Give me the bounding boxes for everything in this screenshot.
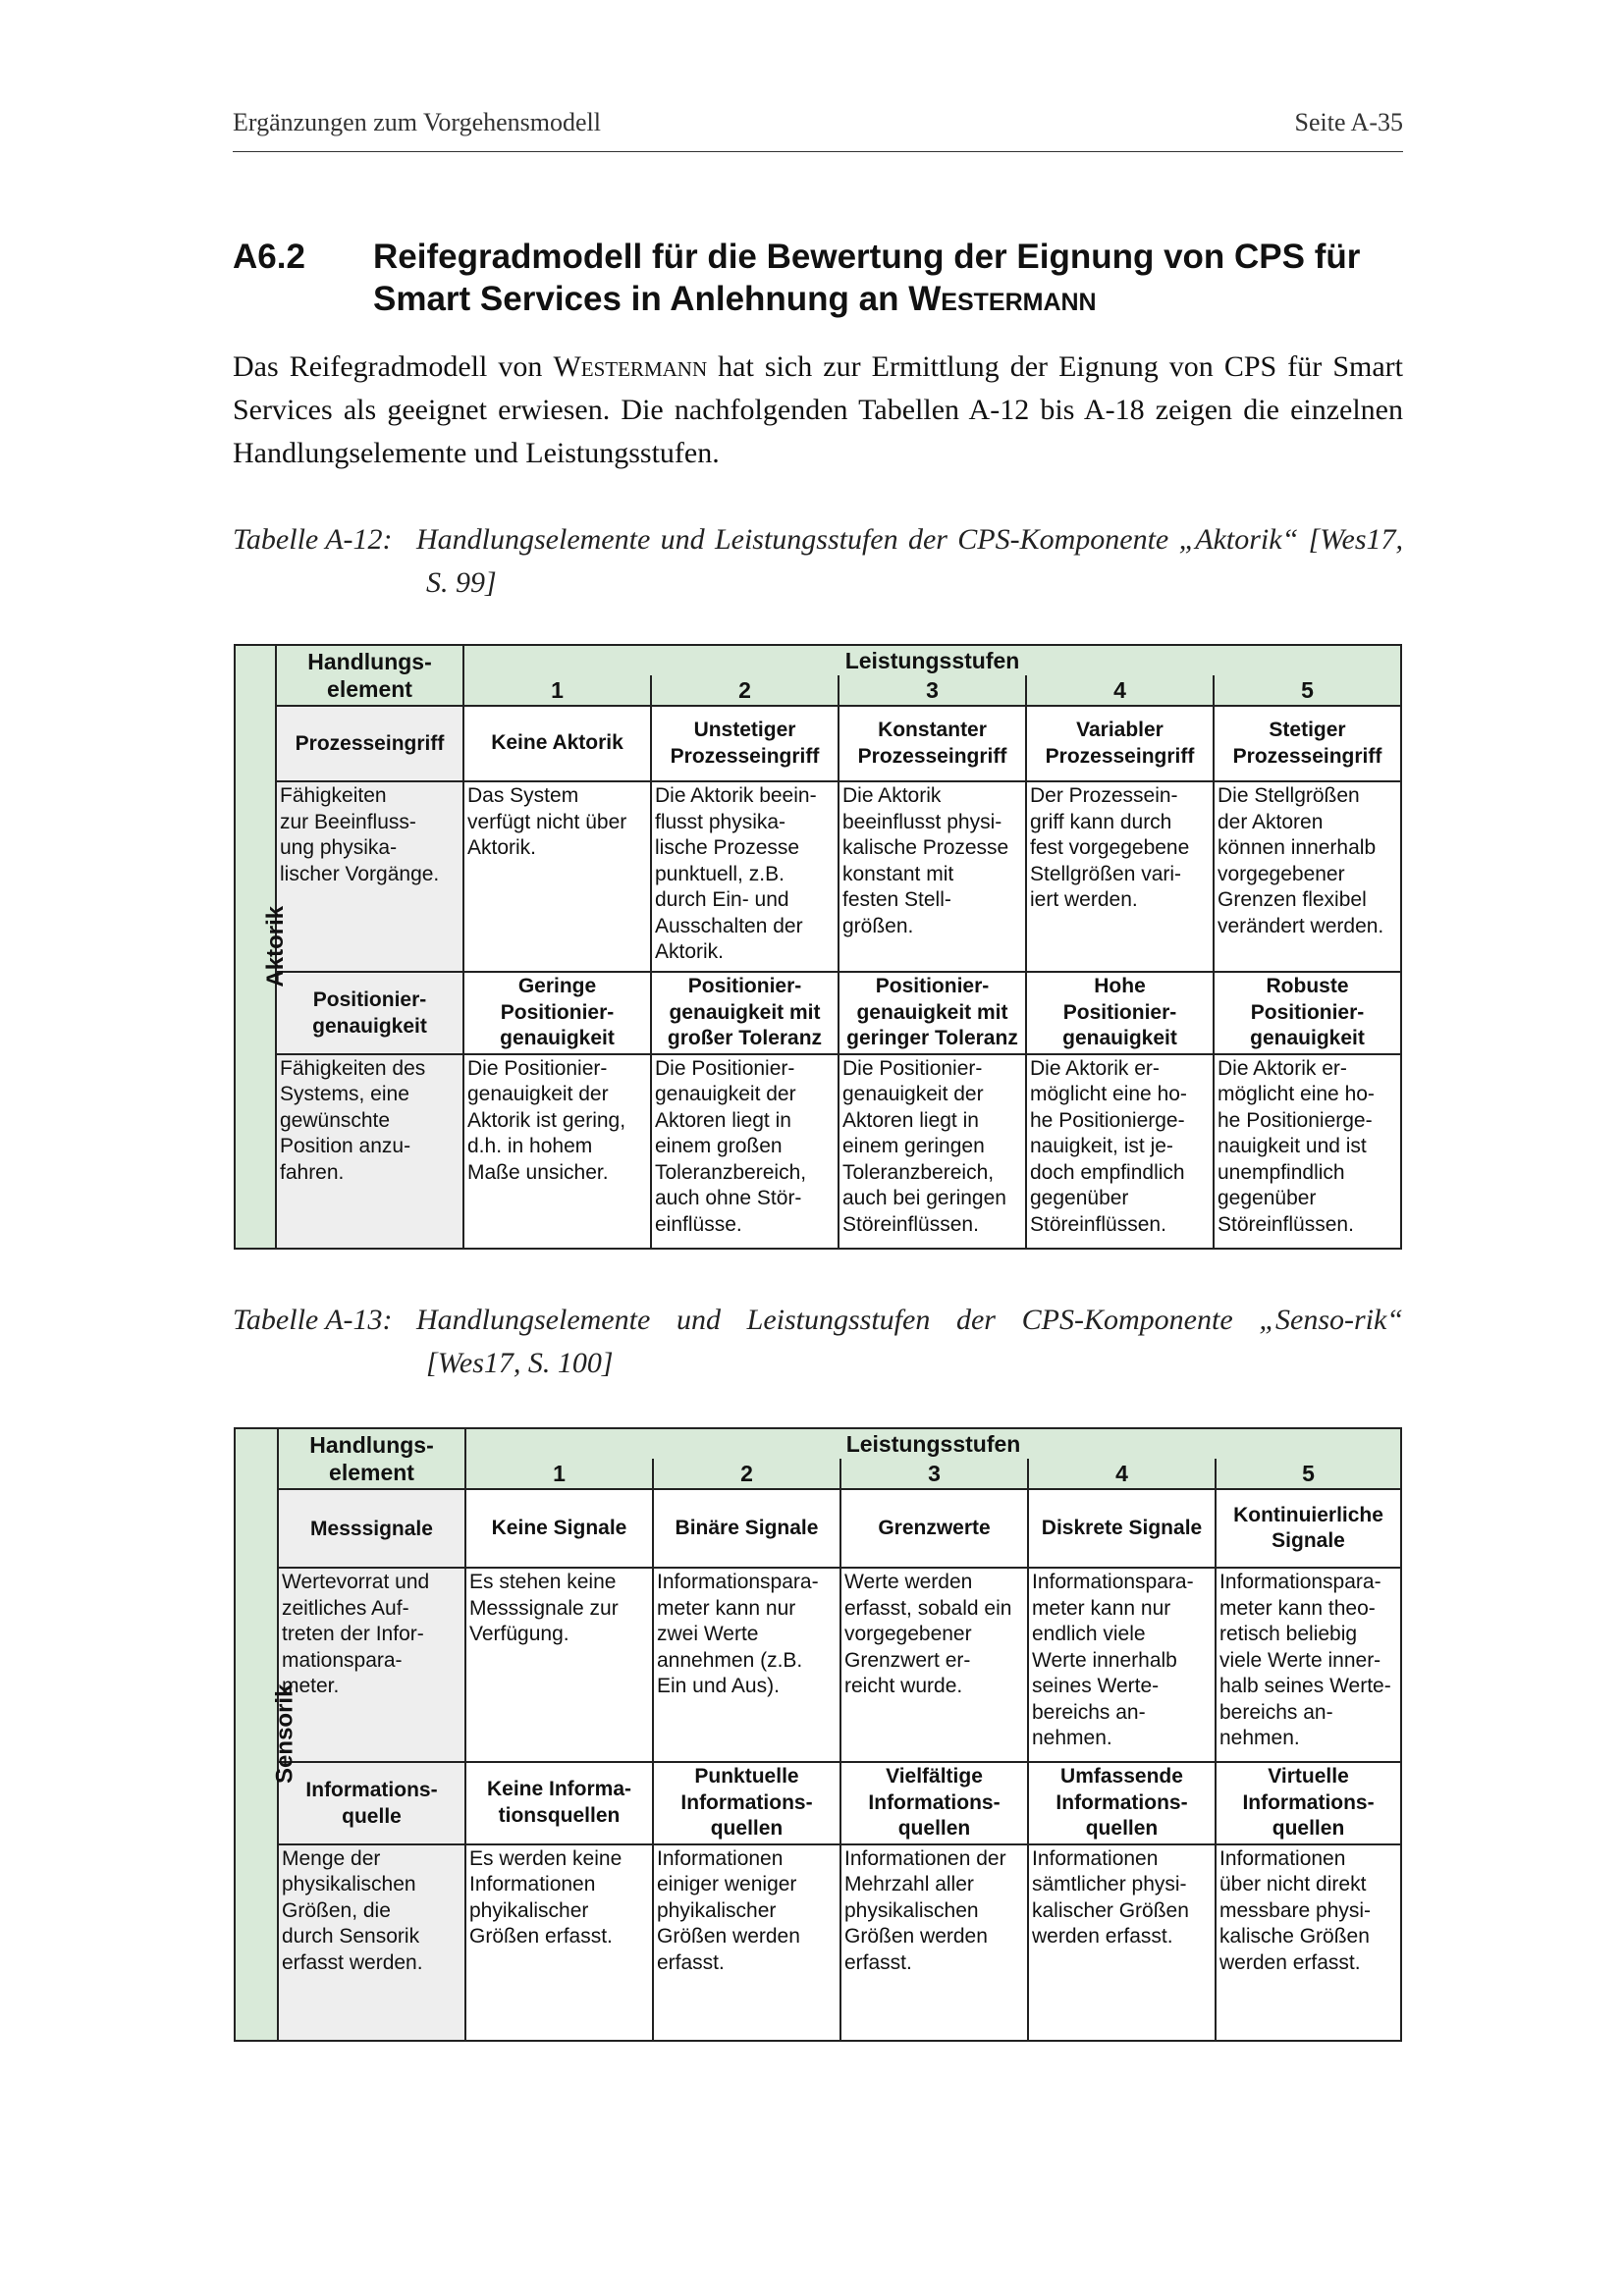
table-a13-detail-cell: Es stehen keine Messsignale zur Verfügung. <box>465 1568 653 1762</box>
table-a13-level-label: Vielfältige Informations- quellen <box>840 1762 1028 1844</box>
section-number: A6.2 <box>233 238 305 276</box>
table-a12-detail-cell: Die Aktorik beein- flusst physika- lische Prozesse punktuell, z.B. durch Ein- und Ausschalten der Aktorik. <box>651 781 839 972</box>
table-a12-level-number: 5 <box>1214 675 1401 706</box>
table-a13-side-text: Sensorik <box>271 1683 298 1784</box>
table-a12-level-number: 4 <box>1026 675 1214 706</box>
table-a12-element-name: Prozesseingriff <box>276 706 463 781</box>
table-a12-detail-cell: Die Aktorik beeinflusst physi- kalische Prozesse konstant mit festen Stell- größen. <box>839 781 1026 972</box>
table-a13-element-name: Messsignale <box>278 1489 465 1568</box>
table-a13-caption-text: Handlungselemente und Leistungsstufen der CPS-Komponente „Senso-rik“ [Wes17, S. 100] <box>416 1304 1403 1379</box>
table-a13-element-description: Wertevorrat und zeitliches Auf- treten der Infor- mationspara- meter. <box>278 1568 465 1762</box>
table-a12-detail-cell: Der Prozessein- griff kann durch fest vorgegebene Stellgrößen vari- iert werden. <box>1026 781 1214 972</box>
table-a12-level-label: Hohe Positionier- genauigkeit <box>1026 972 1214 1054</box>
table-a12-side-label <box>235 645 290 1249</box>
table-a13-level-label: Kontinuierliche Signale <box>1216 1489 1401 1568</box>
table-a12-level-label: Positionier- genauigkeit mit geringer Toleranz <box>839 972 1026 1054</box>
section-title-main: Reifegradmodell für die Bewertung der Eignung von CPS für Smart Services in Anlehnung an <box>373 238 1361 318</box>
section-title <box>373 236 1404 320</box>
table-a13-detail-cell: Informationen einiger weniger phyikalischer Größen werden erfasst. <box>653 1844 840 2041</box>
table-a13-level-number: 1 <box>465 1459 653 1489</box>
intro-part2: hat sich zur Ermittlung der Eignung von CPS für Smart Services als geeignet erwiesen. Die nachfolgenden Tabellen A-12 bis A-18 zeigen die einzelnen Handlungselemente und Leistungsstufen. <box>233 350 1404 469</box>
table-a13-caption <box>233 1299 1403 1387</box>
table-a13-detail-cell: Informationen über nicht direkt messbare physi- kalische Größen werden erfasst. <box>1216 1844 1401 2041</box>
table-a12-detail-cell: Die Aktorik er- möglicht eine ho- he Positionierge- nauigkeit und ist unempfindlich gegenüber Störeinflüssen. <box>1214 1054 1401 1249</box>
table-a12-detail-cell: Das System verfügt nicht über Aktorik. <box>463 781 651 972</box>
table-a12-caption-text: Handlungselemente und Leistungsstufen der CPS-Komponente „Aktorik“ [Wes17, S. 99] <box>416 523 1403 599</box>
table-a12-header-element: Handlungs- element <box>276 645 463 706</box>
table-a12-caption-label: Tabelle A-12: <box>233 523 393 556</box>
table-a12-element-name: Positionier- genauigkeit <box>276 972 463 1054</box>
table-a12-level-label: Keine Aktorik <box>463 706 651 781</box>
table-a12-level-label: Robuste Positionier- genauigkeit <box>1214 972 1401 1054</box>
table-a13-detail-cell: Informationspara- meter kann theo- retisch beliebig viele Werte inner- halb seines Werte- bereichs an- nehmen. <box>1216 1568 1401 1762</box>
table-a13-level-number: 3 <box>840 1459 1028 1489</box>
table-a12-detail-cell: Die Positionier- genauigkeit der Aktorik ist gering, d.h. in hohem Maße unsicher. <box>463 1054 651 1249</box>
table-a13-header-levels: Leistungsstufen <box>465 1428 1401 1459</box>
table-a13-level-label: Umfassende Informations- quellen <box>1028 1762 1216 1844</box>
table-a12-side-text: Aktorik <box>262 905 290 988</box>
running-header <box>233 108 1403 152</box>
table-a13-level-number: 4 <box>1028 1459 1216 1489</box>
table-a13-level-label: Binäre Signale <box>653 1489 840 1568</box>
table-a12-header-levels: Leistungsstufen <box>463 645 1401 675</box>
table-a13-header-element: Handlungs- element <box>278 1428 465 1489</box>
table-a13-level-label: Diskrete Signale <box>1028 1489 1216 1568</box>
table-a12-detail-cell: Die Positionier- genauigkeit der Aktoren liegt in einem großen Toleranzbereich, auch ohne Stör- einflüsse. <box>651 1054 839 1249</box>
table-a13-detail-cell: Informationen sämtlicher physi- kalischer Größen werden erfasst. <box>1028 1844 1216 2041</box>
table-a12-level-label: Stetiger Prozesseingriff <box>1214 706 1401 781</box>
table-a12-level-label: Konstanter Prozesseingriff <box>839 706 1026 781</box>
table-a12-element-description: Fähigkeiten des Systems, eine gewünschte Position anzu- fahren. <box>276 1054 463 1249</box>
table-a12 <box>234 644 1402 1250</box>
table-a12-level-label: Variabler Prozesseingriff <box>1026 706 1214 781</box>
table-a13-element-description: Menge der physikalischen Größen, die durch Sensorik erfasst werden. <box>278 1844 465 2041</box>
table-a13-level-number: 5 <box>1216 1459 1401 1489</box>
intro-author: Westermann <box>553 350 708 383</box>
table-a12-caption <box>233 518 1403 607</box>
table-a12-element-description: Fähigkeiten zur Beeinfluss- ung physika- lischer Vorgänge. <box>276 781 463 972</box>
table-a12-level-number: 3 <box>839 675 1026 706</box>
table-a12-level-label: Positionier- genauigkeit mit großer Toleranz <box>651 972 839 1054</box>
running-header-title: Ergänzungen zum Vorgehensmodell <box>233 108 602 136</box>
table-a13 <box>234 1427 1402 2042</box>
table-a13-level-number: 2 <box>653 1459 840 1489</box>
table-a13-side-label <box>235 1428 298 2041</box>
section-title-author: Westermann <box>908 280 1097 318</box>
intro-part1: Das Reifegradmodell von <box>233 350 554 383</box>
table-a13-detail-cell: Informationspara- meter kann nur endlich viele Werte innerhalb seines Werte- bereichs an- nehmen. <box>1028 1568 1216 1762</box>
table-a12-level-label: Geringe Positionier- genauigkeit <box>463 972 651 1054</box>
table-a13-level-label: Virtuelle Informations- quellen <box>1216 1762 1401 1844</box>
table-a13-element-name: Informations- quelle <box>278 1762 465 1844</box>
table-a12-detail-cell: Die Positionier- genauigkeit der Aktoren liegt in einem geringen Toleranzbereich, auch bei geringen Störeinflüssen. <box>839 1054 1026 1249</box>
table-a13-detail-cell: Werte werden erfasst, sobald ein vorgegebener Grenzwert er- reicht wurde. <box>840 1568 1028 1762</box>
table-a12-detail-cell: Die Stellgrößen der Aktoren können innerhalb vorgegebener Grenzen flexibel verändert werden. <box>1214 781 1401 972</box>
page-number: Seite A-35 <box>1294 108 1403 136</box>
table-a13-level-label: Punktuelle Informations- quellen <box>653 1762 840 1844</box>
table-a13-level-label: Grenzwerte <box>840 1489 1028 1568</box>
table-a13-detail-cell: Informationspara- meter kann nur zwei Werte annehmen (z.B. Ein und Aus). <box>653 1568 840 1762</box>
table-a13-caption-label: Tabelle A-13: <box>233 1304 393 1336</box>
table-a12-detail-cell: Die Aktorik er- möglicht eine ho- he Positionierge- nauigkeit, ist je- doch empfindlich gegenüber Störeinflüssen. <box>1026 1054 1214 1249</box>
intro-paragraph <box>233 346 1403 475</box>
table-a13-level-label: Keine Informa- tionsquellen <box>465 1762 653 1844</box>
table-a12-level-label: Unstetiger Prozesseingriff <box>651 706 839 781</box>
table-a13-detail-cell: Es werden keine Informationen phyikalischer Größen erfasst. <box>465 1844 653 2041</box>
table-a12-level-number: 2 <box>651 675 839 706</box>
table-a13-detail-cell: Informationen der Mehrzahl aller physikalischen Größen werden erfasst. <box>840 1844 1028 2041</box>
table-a12-level-number: 1 <box>463 675 651 706</box>
table-a13-level-label: Keine Signale <box>465 1489 653 1568</box>
